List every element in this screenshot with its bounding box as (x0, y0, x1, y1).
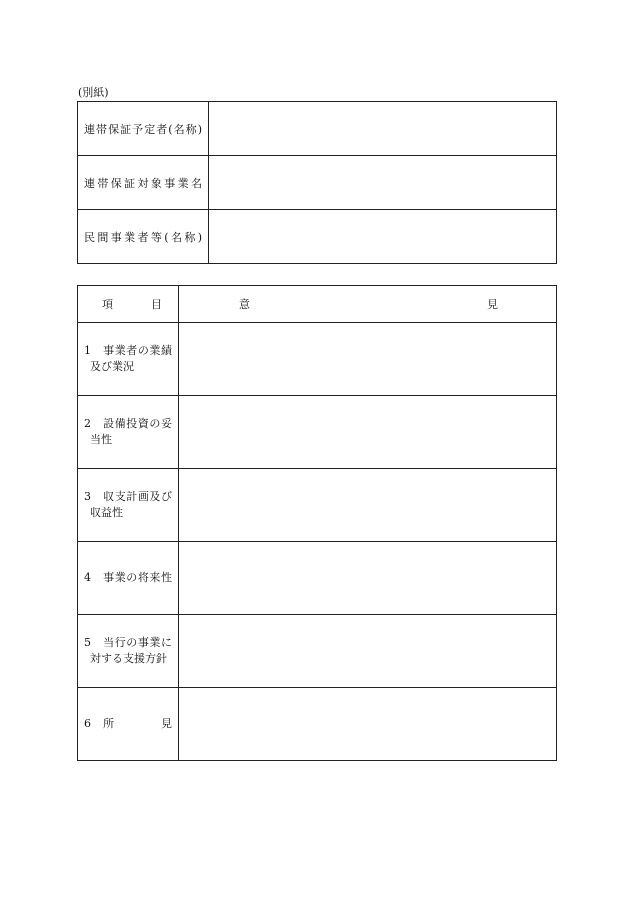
info-label: 連帯保証対象事業名 (78, 156, 209, 210)
item-label: 5 当行の事業に 対する支援方針 (78, 615, 179, 688)
table-row (78, 469, 557, 542)
opinion-cell[interactable] (179, 469, 557, 542)
opinion-table (77, 285, 557, 761)
table-row (78, 688, 557, 761)
info-value-cell[interactable] (209, 210, 557, 264)
info-value-cell[interactable] (209, 102, 557, 156)
info-value-cell[interactable] (209, 156, 557, 210)
opinion-cell[interactable] (179, 542, 557, 615)
info-row (78, 102, 557, 156)
opinion-cell[interactable] (179, 615, 557, 688)
info-label: 民間事業者等(名称) (78, 210, 209, 264)
item-label: 3 収支計画及び 収益性 (78, 469, 179, 542)
table-row (78, 323, 557, 396)
opinion-table-header (78, 286, 557, 323)
opinion-cell[interactable] (179, 396, 557, 469)
item-column-header: 項 目 (78, 286, 179, 323)
applicant-info-table (77, 101, 557, 264)
attachment-note: (別紙) (78, 86, 109, 99)
info-label: 連帯保証予定者(名称) (78, 102, 209, 156)
table-row (78, 615, 557, 688)
item-label: 2 設備投資の妥 当性 (78, 396, 179, 469)
table-row (78, 542, 557, 615)
opinion-cell[interactable] (179, 323, 557, 396)
info-row (78, 210, 557, 264)
info-row (78, 156, 557, 210)
table-row (78, 396, 557, 469)
opinion-column-header: 意 見 (179, 286, 557, 323)
item-label: 4 事業の将来性 (78, 542, 179, 615)
item-label: 1 事業者の業績 及び業況 (78, 323, 179, 396)
item-label: 6 所 見 (78, 688, 179, 761)
opinion-cell[interactable] (179, 688, 557, 761)
